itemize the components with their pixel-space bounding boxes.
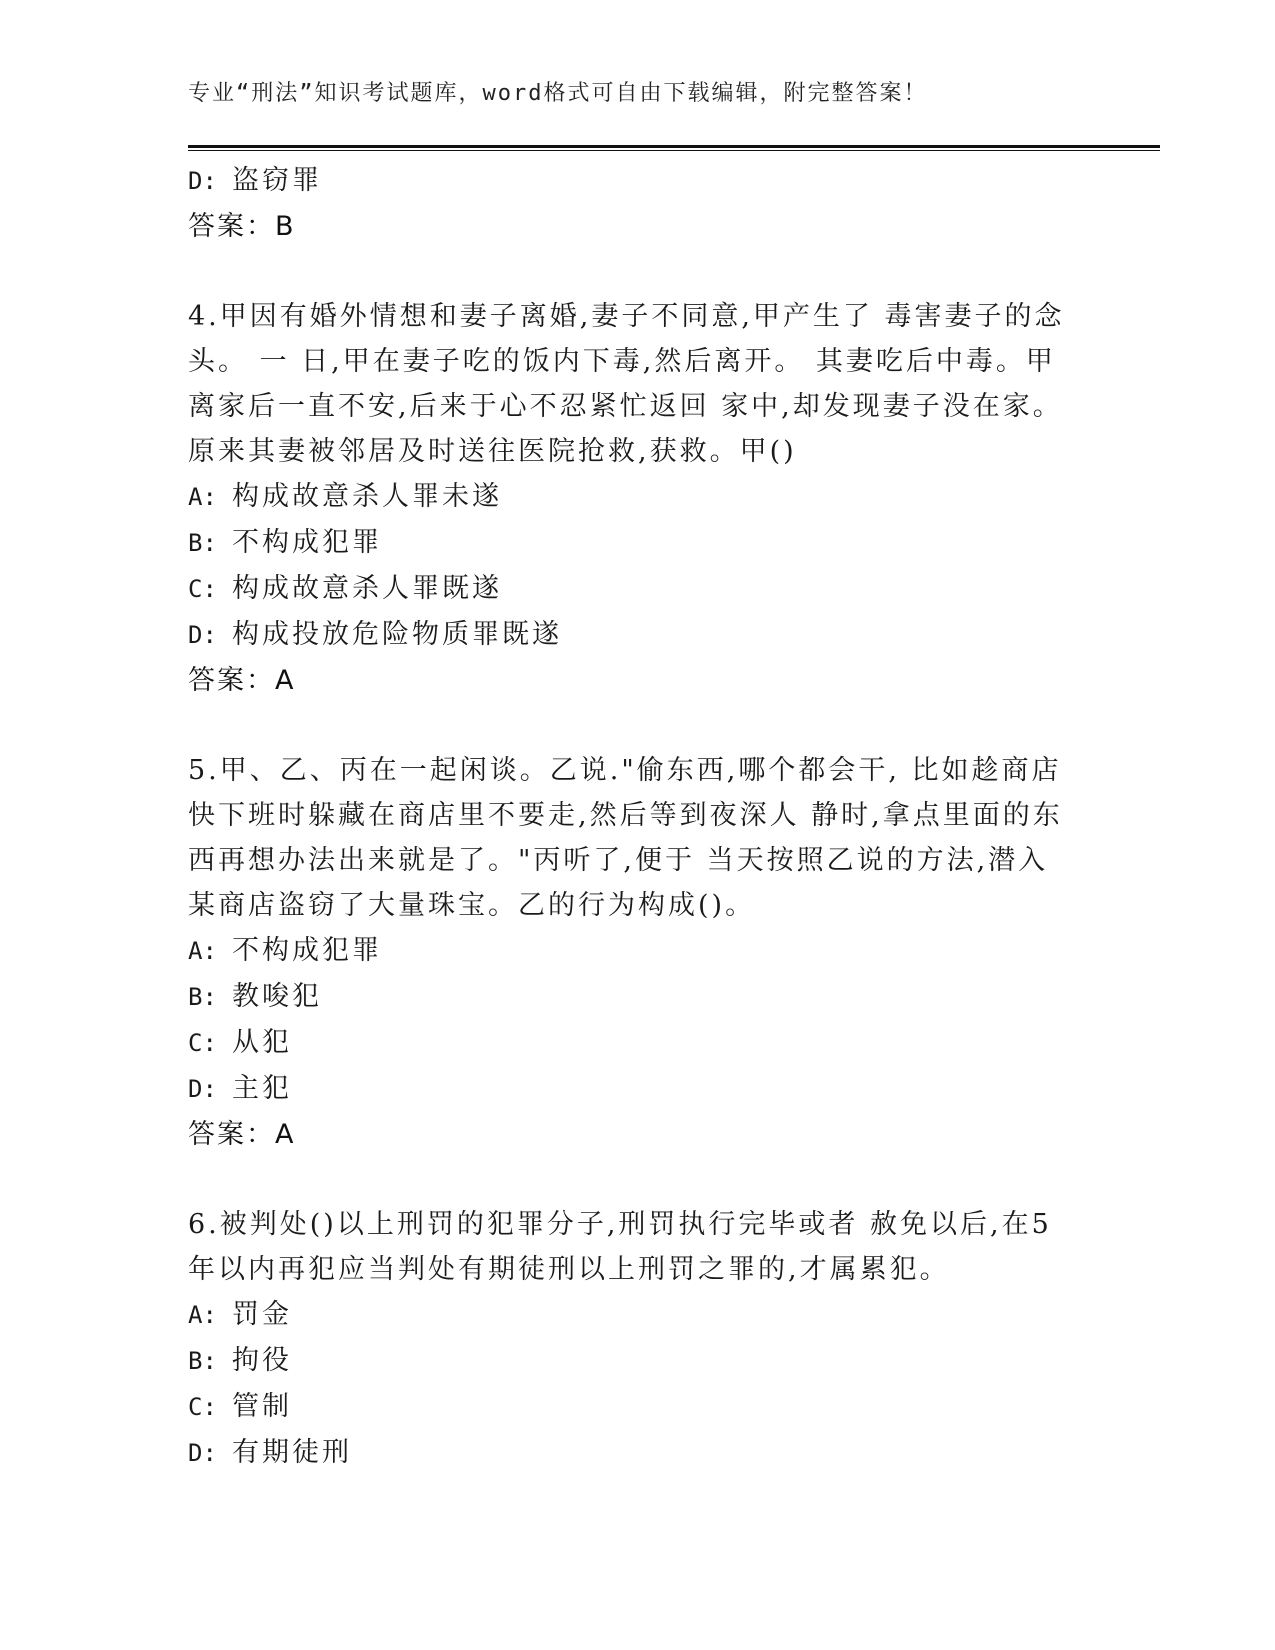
option-letter: B: bbox=[188, 529, 217, 557]
option-letter: C: bbox=[188, 1393, 217, 1421]
option-letter: C: bbox=[188, 575, 217, 603]
option-text: 管制 bbox=[232, 1391, 292, 1422]
option-item bbox=[188, 1430, 1088, 1476]
option-item bbox=[188, 1384, 1088, 1430]
option-letter: D: bbox=[188, 1075, 217, 1103]
answer-line: 答案：A bbox=[188, 1119, 296, 1150]
option-item bbox=[188, 158, 1088, 204]
option-text: 主犯 bbox=[232, 1073, 292, 1104]
option-item bbox=[188, 520, 1088, 566]
option-text: 不构成犯罪 bbox=[232, 935, 382, 966]
option-letter: A: bbox=[188, 937, 217, 965]
option-text: 罚金 bbox=[232, 1299, 292, 1330]
option-letter: D: bbox=[188, 1439, 217, 1467]
option-item bbox=[188, 1292, 1088, 1338]
option-text: 构成投放危险物质罪既遂 bbox=[232, 619, 562, 650]
option-text: 不构成犯罪 bbox=[232, 527, 382, 558]
option-text: 构成故意杀人罪既遂 bbox=[232, 573, 502, 604]
option-text: 教唆犯 bbox=[232, 981, 322, 1012]
answer-line: 答案：A bbox=[188, 665, 296, 696]
question-stem: 4.甲因有婚外情想和妻子离婚,妻子不同意,甲产生了 毒害妻子的念头。 一 日,甲在妻子吃的饭内下毒,然后离开。 其妻吃后中毒。甲离家后一直不安,后来于心不忍紧忙返回 家中,却发现妻子没在家。原来其妻被邻居及时送往医院抢救,获救。甲() bbox=[188, 301, 1065, 467]
option-item bbox=[188, 928, 1088, 974]
document-body bbox=[188, 158, 1088, 1476]
option-letter: A: bbox=[188, 483, 217, 511]
option-item bbox=[188, 1020, 1088, 1066]
option-letter: D: bbox=[188, 167, 217, 195]
question-stem: 5.甲、乙、丙在一起闲谈。乙说."偷东西,哪个都会干, 比如趁商店快下班时躲藏在商店里不要走,然后等到夜深人 静时,拿点里面的东西再想办法出来就是了。"丙听了,便于 当天按照乙说的方法,潜入某商店盗窃了大量珠宝。乙的行为构成()。 bbox=[188, 755, 1063, 921]
option-letter: C: bbox=[188, 1029, 217, 1057]
page-header-title: 专业“刑法”知识考试题库，word格式可自由下载编辑，附完整答案！ bbox=[188, 81, 928, 106]
option-item bbox=[188, 1338, 1088, 1384]
option-text: 盗窃罪 bbox=[232, 165, 322, 196]
option-item bbox=[188, 974, 1088, 1020]
spacer bbox=[188, 1157, 1088, 1202]
option-text: 有期徒刑 bbox=[232, 1437, 352, 1468]
option-letter: A: bbox=[188, 1301, 217, 1329]
spacer bbox=[188, 703, 1088, 748]
option-text: 从犯 bbox=[232, 1027, 292, 1058]
spacer bbox=[188, 249, 1088, 294]
option-item bbox=[188, 612, 1088, 658]
option-letter: B: bbox=[188, 983, 217, 1011]
option-item bbox=[188, 1066, 1088, 1112]
option-letter: B: bbox=[188, 1347, 217, 1375]
option-text: 构成故意杀人罪未遂 bbox=[232, 481, 502, 512]
question-stem: 6.被判处()以上刑罚的犯罪分子,刑罚执行完毕或者 赦免以后,在5年以内再犯应当判处有期徒刑以上刑罚之罪的,才属累犯。 bbox=[188, 1209, 1052, 1285]
header-divider bbox=[188, 145, 1160, 151]
option-item bbox=[188, 474, 1088, 520]
answer-line: 答案：B bbox=[188, 211, 296, 242]
option-item bbox=[188, 566, 1088, 612]
option-letter: D: bbox=[188, 621, 217, 649]
option-text: 拘役 bbox=[232, 1345, 292, 1376]
